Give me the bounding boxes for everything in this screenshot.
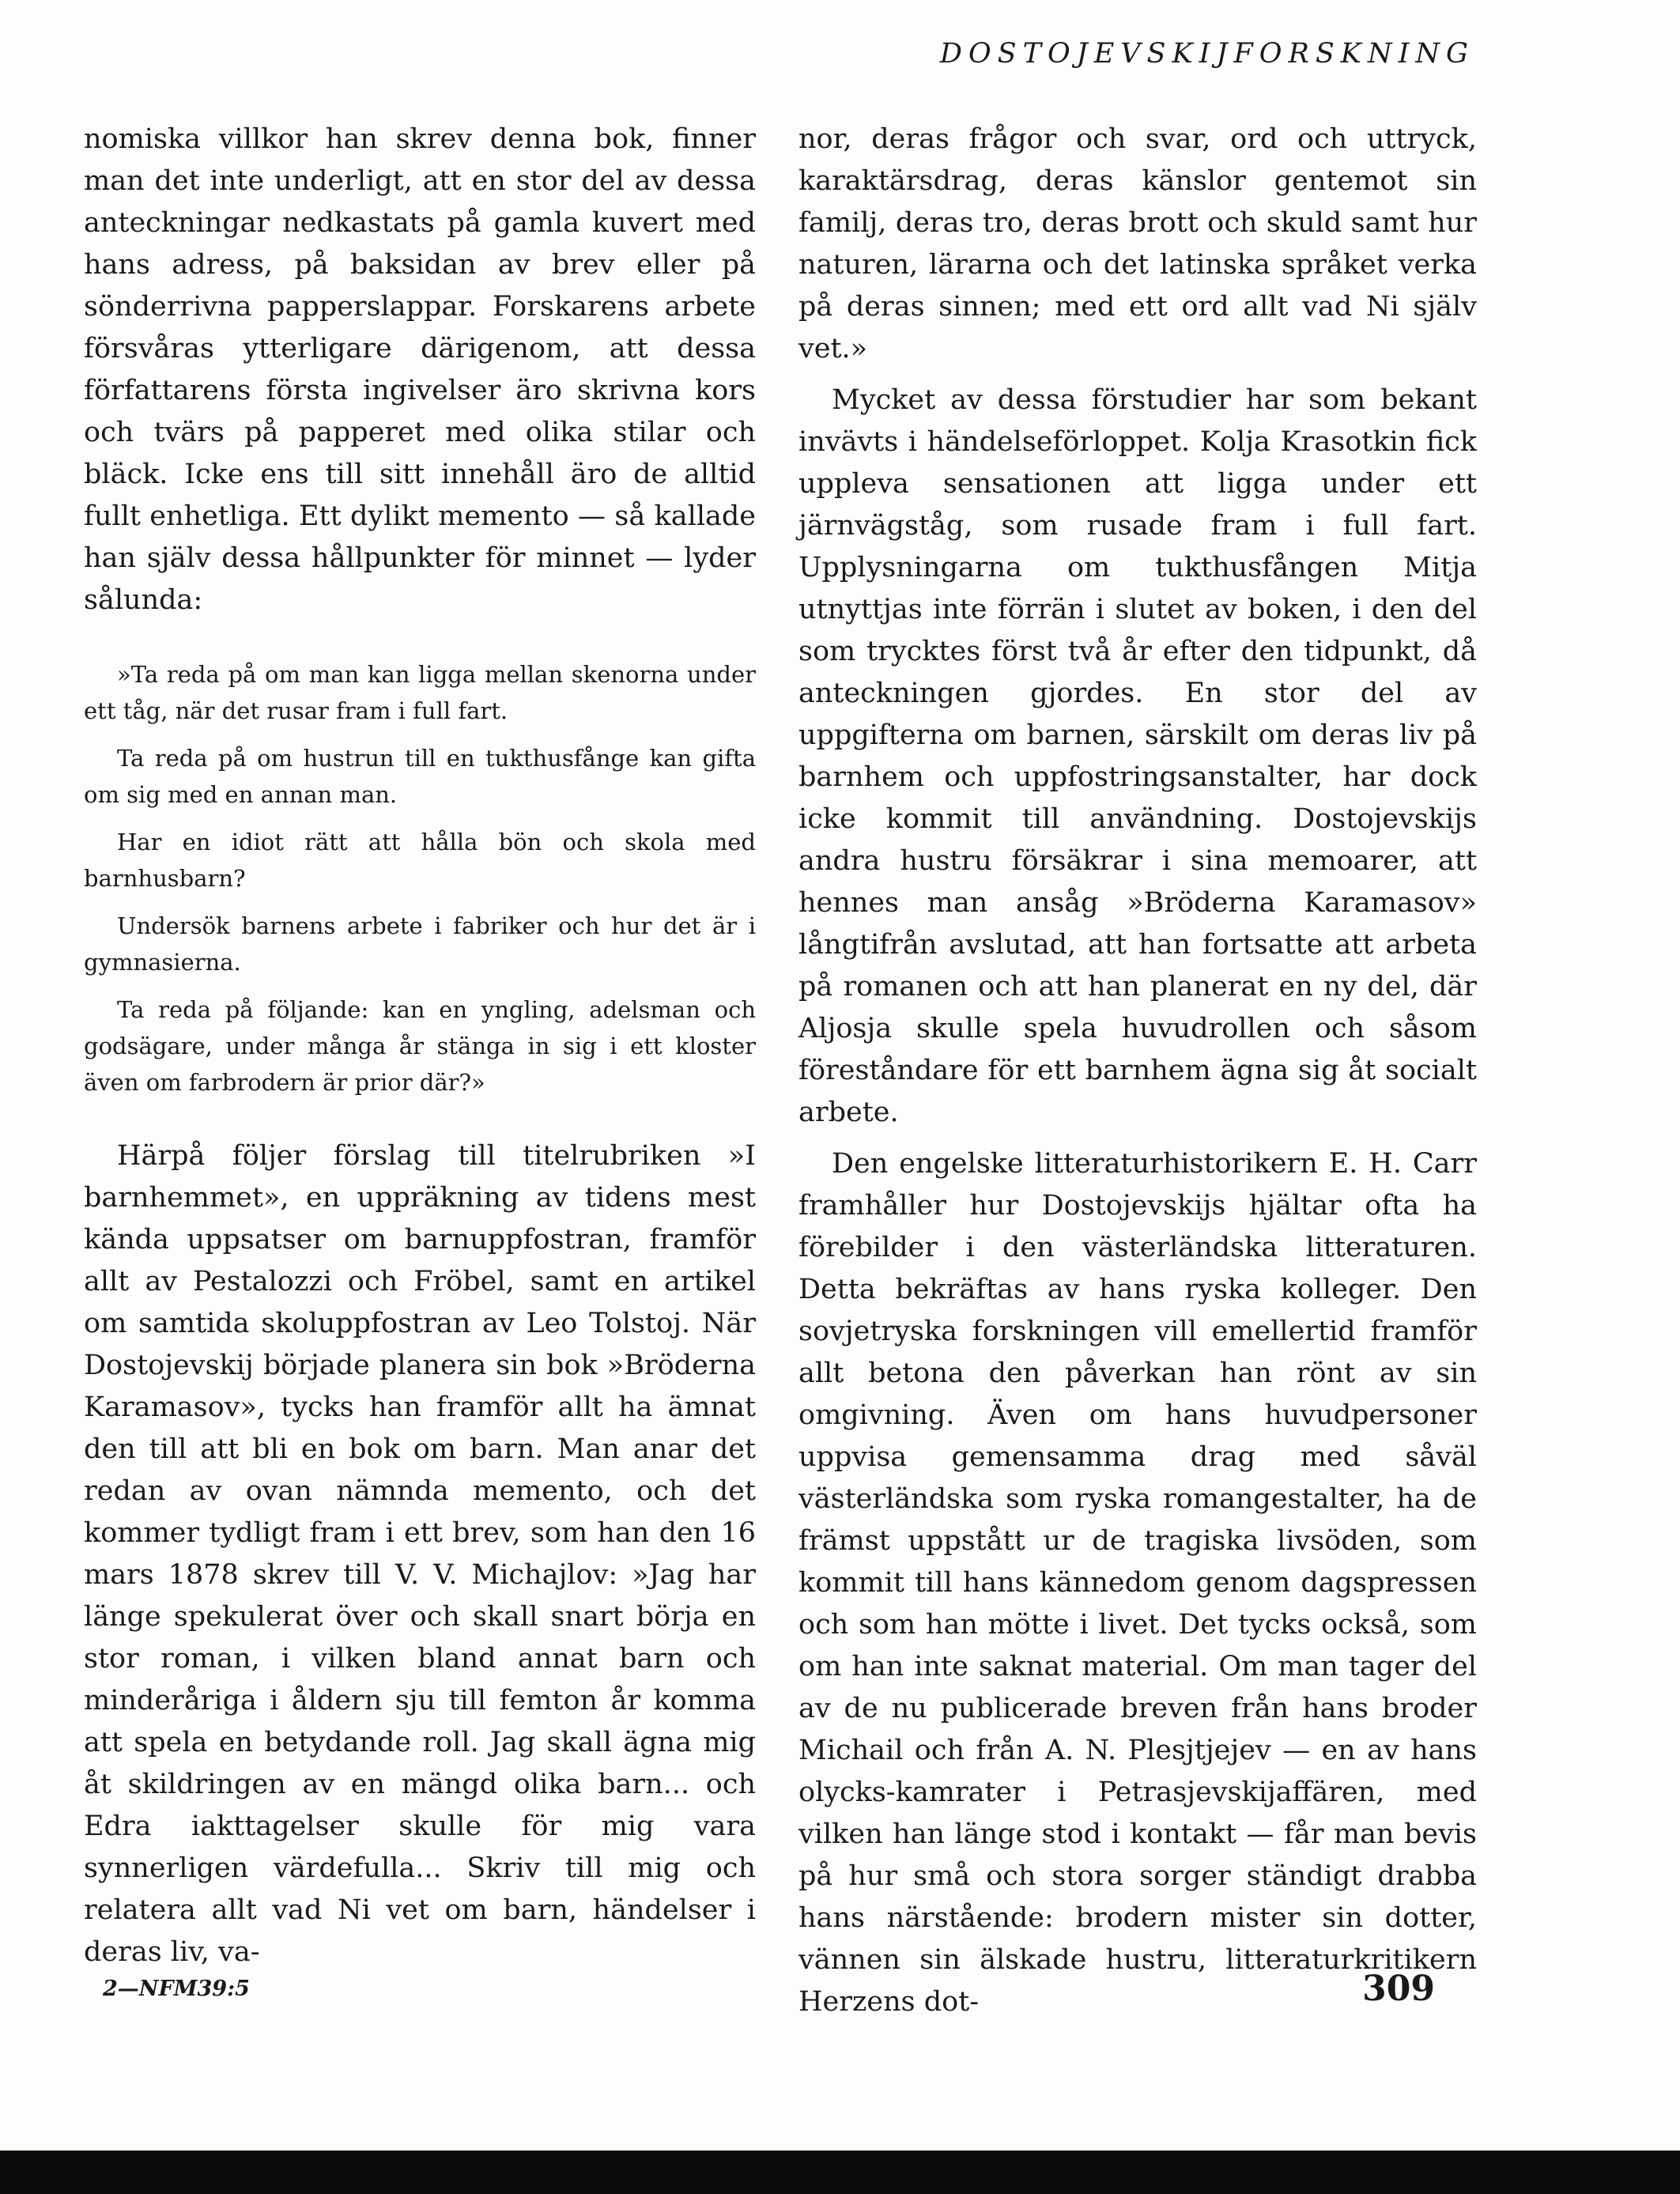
right-paragraph-1: nor, deras frågor och svar, ord och uttryck, karaktärsdrag, deras känslor gentemot sin familj, deras tro, deras brott och skuld samt hur naturen, lärarna och det latinska språket verka på deras sinnen; med ett ord allt vad Ni själv vet.» bbox=[798, 123, 1477, 364]
quoted-memento bbox=[84, 656, 756, 1101]
page-number: 309 bbox=[1362, 1969, 1435, 2009]
left-paragraph-1: nomiska villkor han skrev denna bok, finner man det inte underligt, att en stor del av dessa anteckningar nedkastats på gamla kuvert med hans adress, på baksidan av brev eller på sönderrivna papperslappar. Forskarens arbete försvåras ytterligare därigenom, att dessa författarens första ingivelser äro skrivna kors och tvärs på papperet med olika stilar och bläck. Icke ens till sitt innehåll äro de alltid fullt enhetliga. Ett dylikt memento — så kallade han själv dessa hållpunkter för minnet — lyder sålunda: bbox=[84, 123, 756, 616]
left-paragraph-2: Härpå följer förslag till titelrubriken »I barnhemmet», en uppräkning av tidens mest kända uppsatser om barnuppfostran, framför allt av Pestalozzi och Fröbel, samt en artikel om samtida skoluppfostran av Leo Tolstoj. När Dostojevskij började planera sin bok »Bröderna Karamasov», tycks han framför allt ha ämnat den till att bli en bok om barn. Man anar det redan av ovan nämnda memento, och det kommer tydligt fram i ett brev, som han den 16 mars 1878 skrev till V. V. Michajlov: »Jag har länge spekulerat över och skall snart börja en stor roman, i vilken bland annat barn och minderåriga i åldern sju till femton år komma att spela en betydande roll. Jag skall ägna mig åt skildringen av en mängd olika barn... och Edra iakttagelser skulle för mig vara synnerligen värdefulla... Skriv till mig och relatera allt vad Ni vet om barn, händelser i deras liv, va- bbox=[84, 1140, 756, 1968]
quote-item-1: »Ta reda på om man kan ligga mellan skenorna under ett tåg, när det rusar fram i full fart. bbox=[84, 661, 756, 724]
signature-mark: 2—NFM39:5 bbox=[103, 1977, 250, 2001]
running-title: DOSTOJEVSKIJFORSKNING bbox=[939, 38, 1474, 70]
right-column bbox=[798, 119, 1477, 2023]
right-paragraph-3: Den engelske litteraturhistorikern E. H. Carr framhåller hur Dostojevskijs hjältar ofta ha förebilder i den västerländska litteraturen. Detta bekräftas av hans ryska kolleger. Den sovjetryska forskningen vill emellertid framför allt betona den påverkan han rönt av sin omgivning. Även om hans huvudpersoner uppvisa gemensamma drag med såväl västerländska som ryska romangestalter, ha de främst uppstått ur de tragiska livsöden, som kommit till hans kännedom genom dagspressen och som han mötte i livet. Det tycks också, som om han inte saknat material. Om man tager del av de nu publicerade breven från hans broder Michail och från A. N. Plesjtjejev — en av hans olycks-kamrater i Petrasjevskijaffären, med vilken han länge stod i kontakt — får man bevis på hur små och stora sorger ständigt drabba hans närstående: brodern mister sin dotter, vännen sin älskade hustru, litteraturkritikern Herzens dot- bbox=[798, 1148, 1477, 2018]
scan-border bbox=[0, 2151, 1680, 2194]
left-column bbox=[84, 119, 756, 1973]
quote-item-2: Ta reda på om hustrun till en tukthusfånge kan gifta om sig med en annan man. bbox=[84, 745, 756, 808]
quote-item-5: Ta reda på följande: kan en yngling, adelsman och godsägare, under många år stänga in sig i ett kloster även om farbrodern är prior där?» bbox=[84, 996, 756, 1096]
right-paragraph-2: Mycket av dessa förstudier har som bekant invävts i händelseförloppet. Kolja Krasotkin fick uppleva sensationen att ligga under ett järnvägståg, som rusade fram i full fart. Upplysningarna om tukthusfången Mitja utnyttjas inte förrän i slutet av boken, i den del som trycktes först två år efter den tidpunkt, då anteckningen gjordes. En stor del av uppgifterna om barnen, särskilt om deras liv på barnhem och uppfostringsanstalter, har dock icke kommit till användning. Dostojevskijs andra hustru försäkrar i sina memoarer, att hennes man ansåg »Bröderna Karamasov» långtifrån avslutad, att han fortsatte att arbeta på romanen och att han planerat en ny del, där Aljosja skulle spela huvudrollen och såsom föreståndare för ett barnhem ägna sig åt socialt arbete. bbox=[798, 384, 1477, 1128]
quote-item-3: Har en idiot rätt att hålla bön och skola med barnhusbarn? bbox=[84, 829, 756, 892]
quote-item-4: Undersök barnens arbete i fabriker och hur det är i gymnasierna. bbox=[84, 912, 756, 976]
